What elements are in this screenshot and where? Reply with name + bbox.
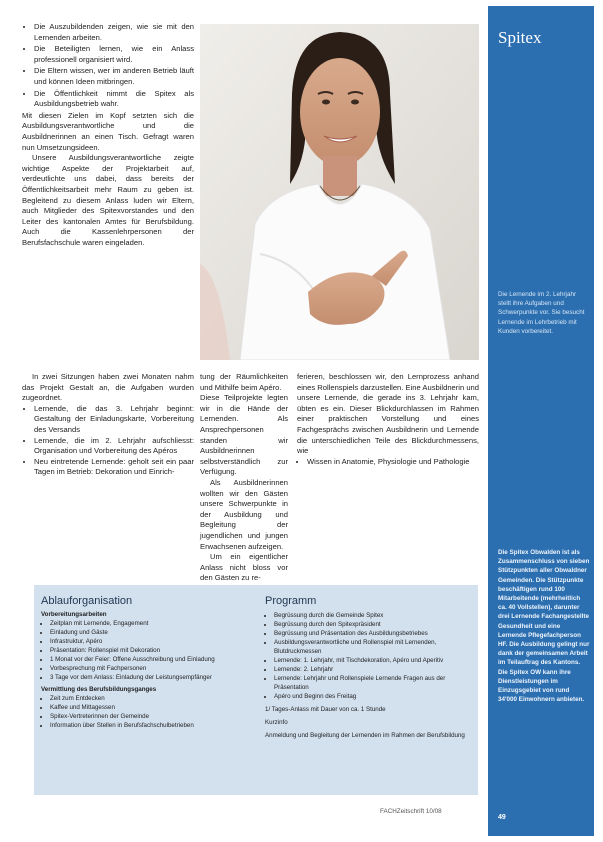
list-item: • Lernende: 2. Lehrjahr	[274, 665, 475, 674]
box-note: 1/ Tages-Anlass mit Dauer von ca. 1 Stunde	[265, 706, 386, 713]
lower-left-column	[22, 372, 194, 478]
paragraph: ferieren, beschlossen wir, den Lernprozess anhand eines Rollenspiels darzustellen. Eine Ausbildnerin und unsere Lernende, die gerade ins 3. Lehrjahr kam, übten es ein. Dieser Blickdurchlassen im Rahmen einer praktischen Vorstellung und eines Fachgesprächs zwischen Ausbildnerin und Lernende die unterschiedlichen Teile des Blickdurchmessens, wie	[297, 372, 479, 456]
page-number: 49	[498, 814, 506, 821]
paragraph: Diese Teilprojekte legten wir in die Hände der Lernenden. Als Ansprechpersonen standen wir Ausbildnerinnen selbstverständlich zur Verfügung.	[200, 393, 288, 477]
paragraph: In zwei Sitzungen haben zwei Monaten nahm das Projekt Gestalt an, die Aufgaben wurden zugeordnet.	[22, 372, 194, 403]
info-caption: Die Spitex Obwalden ist als Zusammenschluss von sieben Stützpunkten aller Obwaldner Gemeinden. Die Stützpunkte beschäftigen rund 100 Mitarbeitende (mehrheitlich ca. 40 Vollstellen), darunter drei Lernende Fachangestellte Gesundheit und eine Lernende Pflegefachperson HF. Die Ausbildung gelingt nur dank der gemeinsamen Arbeit im Teilauftrag des Kantons. Die Spitex OW kann ihre Dienstleistungen im Einzugsgebiet von rund 34'000 Einwohnern anbieten.	[498, 549, 590, 704]
paragraph: Um ein eigentlicher Anlass nicht bloss vor den Gästen zu re-	[200, 552, 288, 583]
photo-illustration	[200, 24, 479, 360]
skills-list	[297, 457, 479, 468]
list-item: • Wissen in Anatomie, Physiologie und Pathologie	[307, 457, 479, 468]
list-item: • Lernende, die das 3. Lehrjahr beginnt: Gestaltung der Einladungskarte, Vorbereitung des Versands	[34, 404, 194, 436]
paragraph: Unsere Ausbildungsverantwortliche zeigte wichtige Aspekte der Projektarbeit auf, verdeutlichte uns dabei, dass bereits der Öffentlichkeitsarbeit mehr Raum zu geben ist. Begleitend zu diesem Anlass luden wir Eltern, auch Mitglieder des Spitexvorstandes und den Leiter des kantonalen Amtes für Berufsbildung. Auch die Kassenlehrpersonen der Berufsfachschule waren eingeladen.	[22, 153, 194, 247]
list-item: • Ausbildungsverantwortliche und Rollenspiel mit Lernenden, Blutdruckmessen	[274, 638, 475, 656]
sidebar	[488, 6, 594, 836]
list-item: • Die Auszubildenden zeigen, wie sie mit den Lernenden arbeiten.	[34, 22, 194, 43]
preparation-list	[41, 619, 253, 682]
footer: FACHZeitschrift 10/08	[380, 808, 442, 815]
list-item: • Lernende: Lehrjahr und Rollenspiele Lernende Fragen aus der Präsentation	[274, 674, 475, 692]
programm-panel	[265, 595, 475, 740]
list-item: • Die Öffentlichkeit nimmt die Spitex als Ausbildungsbetrieb wahr.	[34, 89, 194, 110]
list-item: • Spitex-Vertreterinnen der Gemeinde	[50, 712, 253, 721]
list-item: • Zeit zum Entdecken	[50, 694, 253, 703]
programm-list	[265, 611, 475, 701]
middle-column	[200, 372, 288, 584]
list-item: • Neu eintretende Lernende: geholt seit ein paar Tagen im Betrieb: Dekoration und Einrich-	[34, 457, 194, 478]
list-item: • 3 Tage vor dem Anlass: Einladung der Leistungsempfänger	[50, 673, 253, 682]
paragraph: tung der Räumlichkeiten und Mithilfe beim Apéro.	[200, 372, 288, 392]
paragraph: Als Ausbildnerinnen wollten wir den Gästen unsere Schwerpunkte in der Ausbildung und Begleitung der jugendlichen und jungen Erwachsenen aufzeigen.	[200, 477, 288, 551]
list-item: • Begrüssung durch den Spitexpräsident	[274, 620, 475, 629]
goals-list	[22, 22, 194, 110]
list-item: • Vorbesprechung mit Fachpersonen	[50, 664, 253, 673]
left-column	[22, 22, 194, 248]
photo-caption: Die Lernende im 2. Lehrjahr stellt ihre Aufgaben und Schwerpunkte vor. Sie besucht Lernende im Lehrbetrieb mit Kunden vorbereitet.	[498, 291, 585, 335]
right-column	[297, 372, 479, 467]
list-item: • Lernende: 1. Lehrjahr, mit Tischdekoration, Apéro und Aperitiv	[274, 656, 475, 665]
box-note: Anmeldung und Begleitung der Lernenden im Rahmen der Berufsbildung	[265, 732, 465, 739]
box-note: Kurzinfo	[265, 719, 288, 726]
paragraph: Mit diesen Zielen im Kopf setzten sich die Ausbildungsverantwortliche und die Ausbildnerinnen an einen Tisch. Gefragt waren nun Umsetzungsideen.	[22, 110, 194, 152]
list-item: • Begrüssung und Präsentation des Ausbildungsbetriebes	[274, 629, 475, 638]
list-item: • Apéro und Beginn des Freitag	[274, 692, 475, 701]
list-item: • Einladung und Gäste	[50, 628, 253, 637]
list-item: • Infrastruktur, Apéro	[50, 637, 253, 646]
box-heading: Programm	[265, 595, 317, 607]
section-title: Spitex	[498, 28, 542, 47]
list-item: • Die Beteiligten lernen, wie ein Anlass professionell organisiert wird.	[34, 44, 194, 65]
tasks-list	[22, 404, 194, 478]
list-item: • Information über Stellen in Berufsfachschulbetrieben	[50, 721, 253, 730]
list-item: • Begrüssung durch die Gemeinde Spitex	[274, 611, 475, 620]
list-item: • Lernende, die im 2. Lehrjahr aufschliesst: Organisation und Vorbereitung des Apéros	[34, 436, 194, 457]
vermittlung-list	[41, 694, 253, 730]
list-item: • Kaffee und Mittagessen	[50, 703, 253, 712]
box-subheading: Vorbereitungsarbeiten	[41, 611, 107, 618]
box-heading: Ablauforganisation	[41, 595, 133, 607]
list-item: • Präsentation: Rollenspiel mit Dekoration	[50, 646, 253, 655]
box-subheading: Vermittlung des Berufsbildungsganges	[41, 686, 157, 693]
list-item: • 1 Monat vor der Feier: Offene Ausschreibung und Einladung	[50, 655, 253, 664]
info-box	[34, 585, 478, 795]
list-item: • Die Eltern wissen, wer im anderen Betrieb läuft und können Ideen mitbringen.	[34, 66, 194, 87]
list-item: • Zeitplan mit Lernende, Engagement	[50, 619, 253, 628]
photo-lernende-presenting	[200, 24, 479, 360]
ablauforganisation-panel	[41, 595, 253, 730]
